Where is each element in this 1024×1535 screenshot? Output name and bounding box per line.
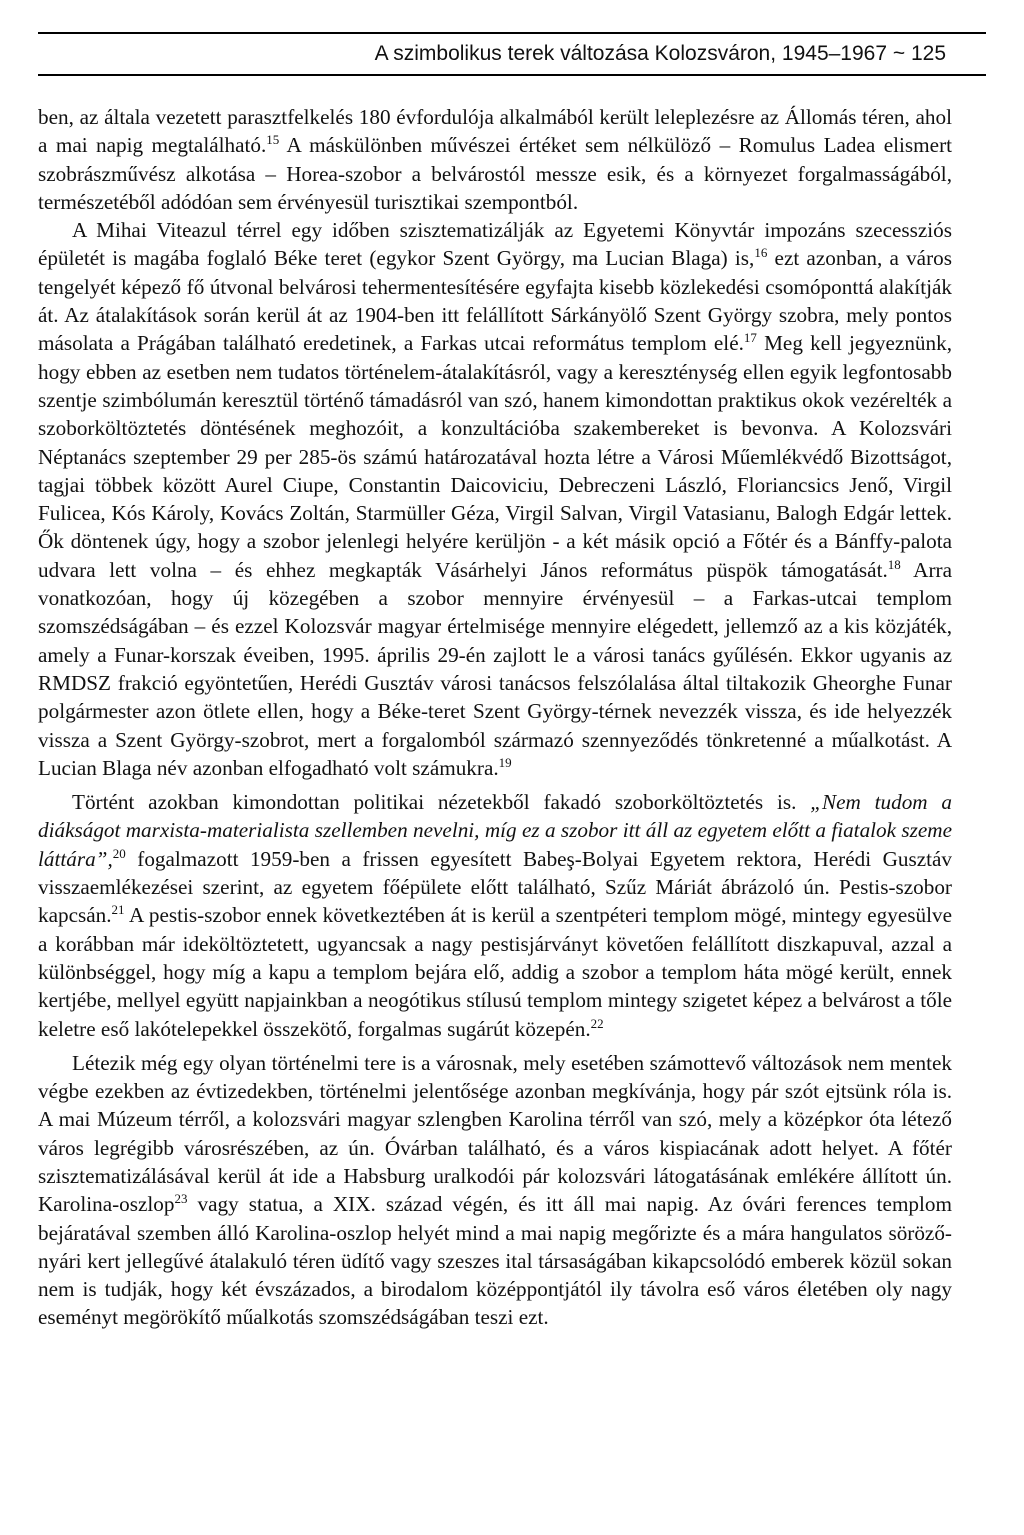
footnote-ref[interactable]: 18	[887, 556, 901, 572]
paragraph-text: Meg kell jegyeznünk, hogy ebben az esetben nem tudatos történelem-átalakításról, vagy a kereszténység ellen egyik legfontosabb szentje szimbólumán keresztül történő támadásról van szó, hanem kimondottan praktikus okok vezérelték a szoborköltöztetés döntésének meghozóit, a konzultációba szakembereket is bevonva. A Kolozsvári Néptanács szeptember 29 per 285-ös számú határozatával hozta létre a Városi Műemlékvédő Bizottságot, tagjai többek között Aurel Ciupe, Constantin Daicoviciu, Debreczeni László, Floriancsics Jenő, Virgil Fulicea, Kós Károly, Kovács Zoltán, Starmüller Géza, Virgil Salvan, Virgil Vatasianu, Balogh Edgár lettek. Ők döntenek úgy, hogy a szobor jelenlegi helyére kerüljön - a két másik opció a Főtér és a Bánffy-palota udvara lett volna – és ehhez megkapták Vásárhelyi János református püspök támogatását.	[38, 331, 952, 582]
paragraph-text: Történt azokban kimondottan politikai nézetekből fakadó szoborköltöztetés is.	[72, 790, 811, 815]
footnote-ref[interactable]: 20	[112, 845, 126, 861]
footnote-ref[interactable]: 19	[498, 754, 512, 770]
paragraph-text: Létezik még egy olyan történelmi tere is a városnak, mely esetében számottevő változások nem mentek végbe ezekben az évtizedekben, történelmi jelentősége azonban megkívánja, hogy pár szót ejtsünk róla is. A mai Múzeum térről, a kolozsvári magyar szlengben Karolina térről van szó, mely a középkor óta létező város legrégibb városrészében, az ún. Óvárban található, és a város kispiacának adott helyet. A főtér szisztematizálásával kerül át ide a Habsburg uralkodói pár kolozsvári látogatásának emlékére állított ún. Karolina-oszlop	[38, 1050, 952, 1217]
paragraph-text: fogalmazott 1959-ben a frissen egyesített Babeş-Bolyai Egyetem rektora, Herédi Gusztáv visszaemlékezései szerint, az egyetem főépülete előtt található, Szűz Máriát ábrázoló ún. Pestis-szobor kapcsán.	[38, 846, 952, 928]
paragraph-text: Arra vonatkozóan, hogy új közegében a szobor mennyire érvényesül – a Farkas-utcai templom szomszédságában – és ezzel Kolozsvár magyar értelmisége mennyire elégedett, jellemző az a kis közjáték, amely a Funar-korszak éveiben, 1995. április 29-én zajlott le a városi tanács gyűlésén. Ekkor ugyanis az RMDSZ frakció egyöntetűen, Herédi Gusztáv városi tanácsos felszólalása által tiltakozik Gheorghe Funar polgármester azon ötlete ellen, hogy a Béke-teret Szent György-térnek nevezzék vissza, és ide helyezzék vissza a Szent György-szobrot, mert a forgalomból származó szennyeződés tönkretenné a műalkotást. A Lucian Blaga név azonban elfogadható volt számukra.	[38, 557, 952, 780]
paragraph-text: A máskülönben művészei értéket sem nélkülöző – Romulus Ladea elismert szobrászművész alkotása – Horea-szobor a belvárostól messze esik, és a környezet forgalmasságából, természetéből adódóan sem érvényesül turisztikai szempontból.	[38, 133, 953, 214]
quotation: „Nem tudom a diákságot marxista-materialista szellemben nevelni, míg ez a szobor itt áll az egyetem előtt a fiatalok szeme láttára”,	[38, 790, 952, 871]
footnote-ref[interactable]: 15	[266, 132, 280, 148]
paragraph-text: vagy statua, a XIX. század végén, és itt áll mai napig. Az óvári ferences templom bejáratával szemben álló Karolina-oszlop helyét mind a mai napig megőrizte és a mára hangulatos söröző-nyári kert jellegűvé átalakuló téren üdítő vagy szeszes ital társaságában kikapcsolódó emberek közül sokan nem is tudják, hogy két évszázados, a birodalom középpontjától ily távolra eső város életében oly nagy eseményt megörökítő műalkotás szomszédságában teszi ezt.	[38, 1192, 952, 1330]
running-title: A szimbolikus terek változása Kolozsváron, 1945–1967 ~ 125	[374, 42, 946, 65]
footnote-ref[interactable]: 21	[111, 902, 125, 918]
running-header	[38, 32, 986, 76]
footnote-ref[interactable]: 16	[754, 245, 768, 261]
paragraph-text: ben, az általa vezetett parasztfelkelés 180 évfordulója alkalmából került leleplezésre az Állomás téren, ahol a mai napig megtalálható.	[38, 105, 952, 158]
paragraph-3	[38, 788, 952, 1043]
footnote-ref[interactable]: 22	[590, 1015, 604, 1031]
paragraph-text: A Mihai Viteazul térrel egy időben szisztematizálják az Egyetemi Könyvtár impozáns szecessziós épületét is magába foglaló Béke teret (egykor Szent György, ma Lucian Blaga) is,	[38, 218, 952, 271]
footnote-ref[interactable]: 17	[743, 330, 757, 346]
paragraph-2	[38, 216, 952, 782]
paragraph-text: ezt azonban, a város tengelyét képező fő útvonal belvárosi tehermentesítésére egyfajta kisebb közlekedési csomóponttá alakítják át. Az átalakítások során kerül át az 1904-ben itt felállított Sárkányölő Szent György szobra, mely pontos másolata a Prágában található eredetinek, a Farkas utcai református templom elé.	[38, 246, 952, 356]
paragraph-4	[38, 1049, 952, 1332]
paragraph-1	[38, 103, 952, 216]
body-text	[38, 103, 952, 1332]
footnote-ref[interactable]: 23	[174, 1191, 188, 1207]
paragraph-text: A pestis-szobor ennek következtében át is kerül a szentpéteri templom mögé, mintegy egyesülve a korábban már ideköltöztetett, ugyancsak a nagy pestisjárványt követően felállított diszkapuval, azzal a különbséggel, hogy míg a kapu a templom bejára elő, addig a szobor a templom háta mögé került, ennek kertjébe, mellyel együtt napjainkban a neogótikus stílusú templom mintegy szigetet képez a belvárost a tőle keletre eső lakótelepekkel összekötő, forgalmas sugárút közepén.	[38, 903, 952, 1041]
